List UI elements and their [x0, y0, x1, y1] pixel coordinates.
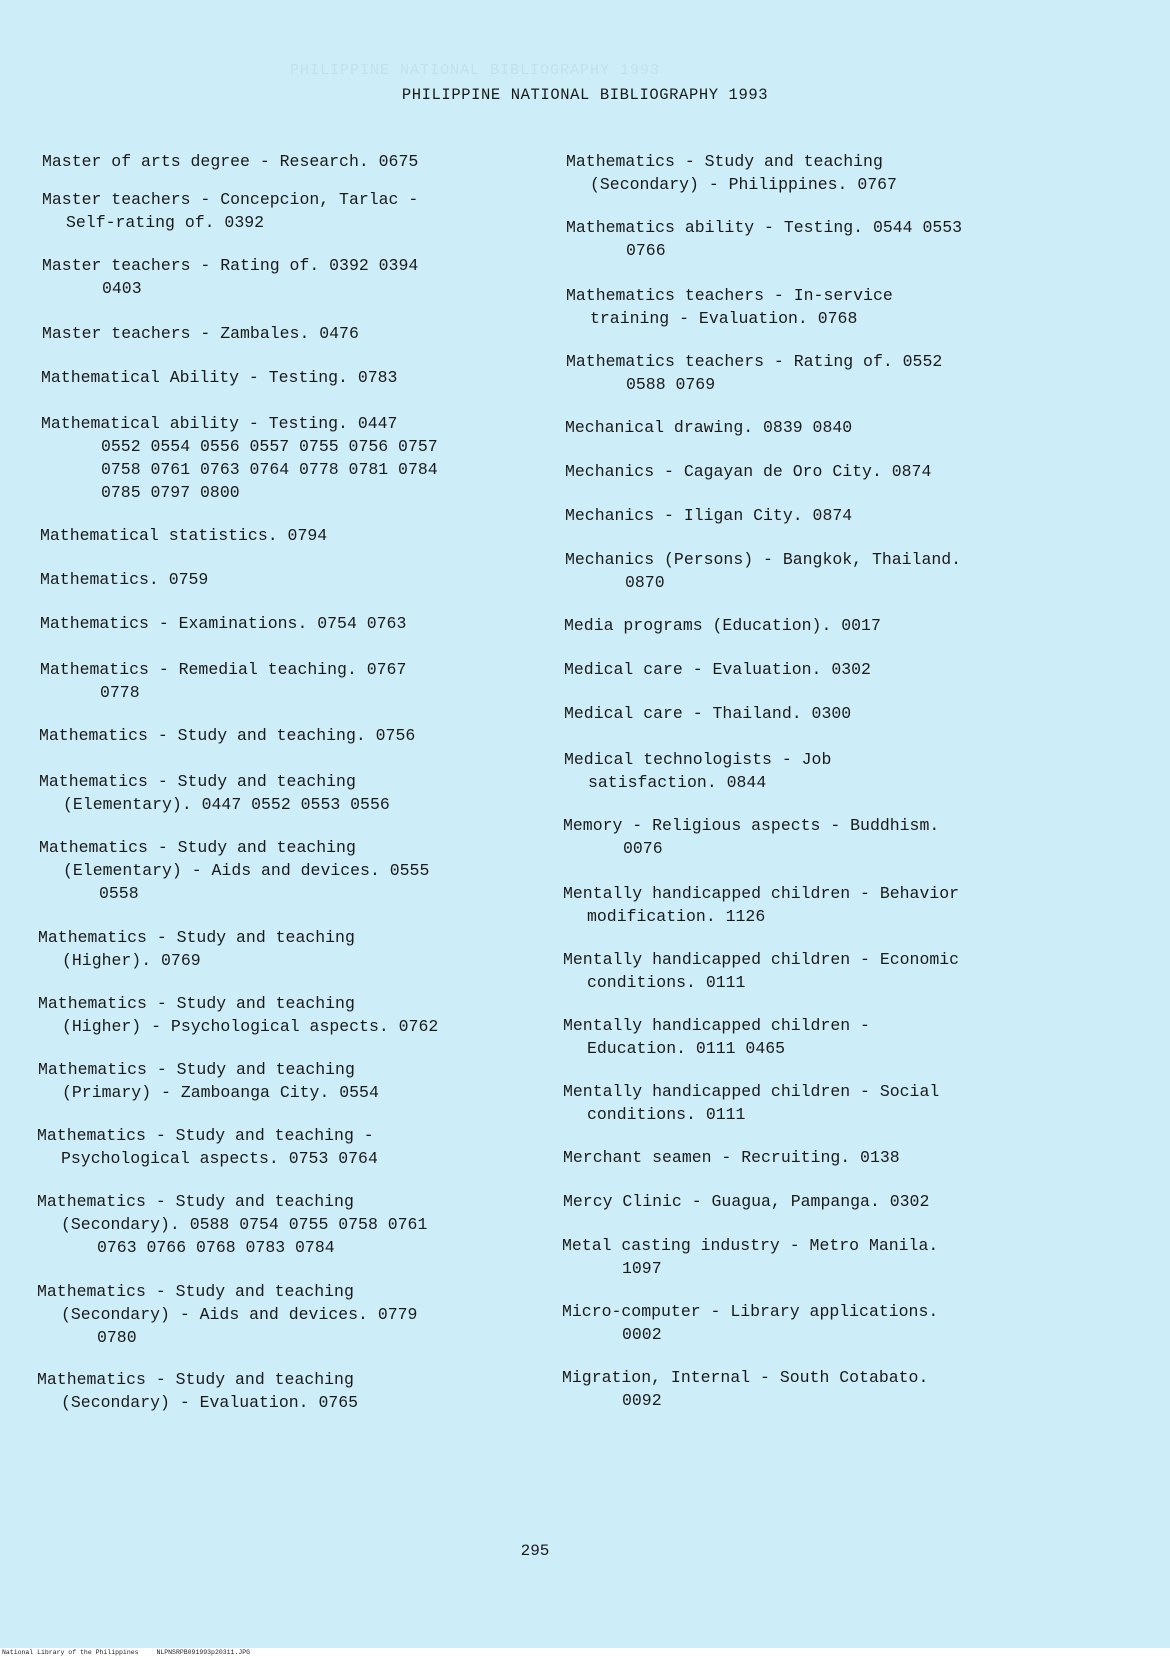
entry-continuation-line: Education. 0111 0465	[587, 1039, 786, 1058]
index-entry	[565, 416, 1065, 439]
entry-continuation-line: (Secondary) - Evaluation. 0765	[61, 1393, 359, 1412]
index-entry	[564, 702, 1064, 725]
entry-heading-line: Micro-computer - Library applications.	[562, 1302, 939, 1321]
index-entry	[42, 322, 542, 345]
index-entry	[563, 1190, 1063, 1213]
entry-continuation-line: 0758 0761 0763 0764 0778 0781 0784	[101, 460, 438, 479]
index-entry	[37, 1280, 537, 1349]
index-entry	[42, 254, 542, 300]
index-entry	[565, 548, 1065, 594]
entry-heading-line: Mathematics - Study and teaching	[566, 152, 883, 171]
entry-heading-line: Mathematics ability - Testing. 0544 0553	[566, 218, 963, 237]
entry-continuation-line: 0766	[626, 241, 666, 260]
index-entry	[563, 882, 1063, 928]
entry-heading-line: Mechanics - Iligan City. 0874	[565, 506, 853, 525]
entry-heading-line: Mathematics - Study and teaching	[37, 1370, 354, 1389]
entry-heading-line: Mathematics - Remedial teaching. 0767	[40, 660, 407, 679]
index-entry	[564, 748, 1064, 794]
entry-heading-line: Mathematics teachers - Rating of. 0552	[566, 352, 943, 371]
entry-heading-line: Medical care - Thailand. 0300	[564, 704, 852, 723]
index-entry	[37, 1190, 537, 1259]
entry-heading-line: Mathematics - Study and teaching. 0756	[39, 726, 416, 745]
entry-heading-line: Mechanical drawing. 0839 0840	[565, 418, 853, 437]
entry-continuation-line: conditions. 0111	[587, 973, 746, 992]
entry-heading-line: Master teachers - Rating of. 0392 0394	[42, 256, 419, 275]
entry-heading-line: Master of arts degree - Research. 0675	[42, 152, 419, 171]
entry-continuation-line: satisfaction. 0844	[588, 773, 767, 792]
index-entry	[562, 1234, 1062, 1280]
entry-continuation-line: (Higher). 0769	[62, 951, 201, 970]
index-entry	[563, 1014, 1063, 1060]
index-entry	[564, 614, 1064, 637]
entry-heading-line: Mathematics - Examinations. 0754 0763	[40, 614, 407, 633]
entry-heading-line: Mathematical ability - Testing. 0447	[41, 414, 398, 433]
entry-continuation-line: (Elementary). 0447 0552 0553 0556	[63, 795, 390, 814]
entry-heading-line: Mathematics - Study and teaching	[38, 928, 355, 947]
footer-filename: NLPNSRPB091993p20311.JPG	[156, 1649, 251, 1656]
entry-continuation-line: training - Evaluation. 0768	[590, 309, 858, 328]
index-entry	[563, 814, 1063, 860]
entry-continuation-line: Self-rating of. 0392	[66, 213, 265, 232]
entry-continuation-line: (Secondary) - Philippines. 0767	[590, 175, 897, 194]
index-entry	[40, 658, 540, 704]
entry-continuation-line: conditions. 0111	[587, 1105, 746, 1124]
index-entry	[563, 1146, 1063, 1169]
entry-heading-line: Mathematics - Study and teaching	[38, 1060, 355, 1079]
entry-heading-line: Mechanics - Cagayan de Oro City. 0874	[565, 462, 932, 481]
entry-continuation-line: Psychological aspects. 0753 0764	[61, 1149, 378, 1168]
index-entry	[39, 770, 539, 816]
entry-heading-line: Mathematics - Study and teaching -	[37, 1126, 374, 1145]
entry-heading-line: Mentally handicapped children -	[563, 1016, 870, 1035]
entry-continuation-line: (Higher) - Psychological aspects. 0762	[62, 1017, 439, 1036]
index-entry	[564, 658, 1064, 681]
index-entry	[565, 504, 1065, 527]
footer-library: National Library of the Philippines	[2, 1649, 139, 1656]
entry-heading-line: Medical care - Evaluation. 0302	[564, 660, 871, 679]
entry-heading-line: Mathematics - Study and teaching	[38, 994, 355, 1013]
entry-heading-line: Media programs (Education). 0017	[564, 616, 881, 635]
index-entry	[40, 568, 540, 591]
index-entry	[40, 612, 540, 635]
entry-heading-line: Mechanics (Persons) - Bangkok, Thailand.	[565, 550, 962, 569]
index-entry	[562, 1366, 1062, 1412]
entry-continuation-line: 0092	[622, 1391, 662, 1410]
entry-heading-line: Mathematics teachers - In-service	[566, 286, 893, 305]
index-entry	[41, 412, 541, 504]
entry-continuation-line: (Elementary) - Aids and devices. 0555	[63, 861, 430, 880]
index-entry	[38, 992, 538, 1038]
page-number: 295	[520, 1542, 550, 1560]
index-entry	[563, 1080, 1063, 1126]
entry-continuation-line: 0778	[100, 683, 140, 702]
page-title: PHILIPPINE NATIONAL BIBLIOGRAPHY 1993	[401, 86, 769, 104]
index-entry	[566, 350, 1066, 396]
entry-heading-line: Mentally handicapped children - Behavior	[563, 884, 960, 903]
index-entry	[42, 188, 542, 234]
entry-heading-line: Merchant seamen - Recruiting. 0138	[563, 1148, 900, 1167]
index-entry	[38, 1058, 538, 1104]
entry-heading-line: Mentally handicapped children - Social	[563, 1082, 940, 1101]
index-entry	[37, 1368, 537, 1414]
entry-heading-line: Mathematics - Study and teaching	[39, 838, 356, 857]
entry-continuation-line: 0552 0554 0556 0557 0755 0756 0757	[101, 437, 438, 456]
entry-heading-line: Mathematics - Study and teaching	[39, 772, 356, 791]
entry-continuation-line: 0870	[625, 573, 665, 592]
entry-continuation-line: 0002	[622, 1325, 662, 1344]
entry-continuation-line: 1097	[622, 1259, 662, 1278]
index-entry	[37, 1124, 537, 1170]
entry-heading-line: Mathematical statistics. 0794	[40, 526, 328, 545]
index-entry	[566, 150, 1066, 196]
index-entry	[39, 724, 539, 747]
entry-continuation-line: 0785 0797 0800	[101, 483, 240, 502]
entry-heading-line: Medical technologists - Job	[564, 750, 832, 769]
bleed-through-title: PHILIPPINE NATIONAL BIBLIOGRAPHY 1993	[290, 62, 661, 79]
entry-continuation-line: 0588 0769	[626, 375, 716, 394]
entry-heading-line: Mathematics - Study and teaching	[37, 1192, 354, 1211]
entry-heading-line: Metal casting industry - Metro Manila.	[562, 1236, 939, 1255]
index-entry	[39, 836, 539, 905]
entry-heading-line: Mercy Clinic - Guagua, Pampanga. 0302	[563, 1192, 930, 1211]
entry-continuation-line: 0763 0766 0768 0783 0784	[97, 1238, 335, 1257]
index-entry	[563, 948, 1063, 994]
scan-footer	[0, 1648, 1170, 1658]
index-entry	[562, 1300, 1062, 1346]
entry-heading-line: Master teachers - Zambales. 0476	[42, 324, 359, 343]
entry-continuation-line: 0558	[99, 884, 139, 903]
entry-continuation-line: 0403	[102, 279, 142, 298]
entry-continuation-line: (Secondary). 0588 0754 0755 0758 0761	[61, 1215, 428, 1234]
entry-continuation-line: (Primary) - Zamboanga City. 0554	[62, 1083, 379, 1102]
index-entry	[38, 926, 538, 972]
entry-heading-line: Master teachers - Concepcion, Tarlac -	[42, 190, 419, 209]
index-entry	[565, 460, 1065, 483]
entry-heading-line: Migration, Internal - South Cotabato.	[562, 1368, 929, 1387]
index-entry	[566, 284, 1066, 330]
entry-heading-line: Mathematics. 0759	[40, 570, 209, 589]
entry-heading-line: Mathematics - Study and teaching	[37, 1282, 354, 1301]
index-entry	[566, 216, 1066, 262]
entry-heading-line: Mentally handicapped children - Economic	[563, 950, 960, 969]
index-entry	[40, 524, 540, 547]
entry-continuation-line: modification. 1126	[587, 907, 766, 926]
index-entry	[42, 150, 542, 173]
entry-continuation-line: (Secondary) - Aids and devices. 0779	[61, 1305, 418, 1324]
entry-continuation-line: 0780	[97, 1328, 137, 1347]
entry-heading-line: Mathematical Ability - Testing. 0783	[41, 368, 398, 387]
entry-heading-line: Memory - Religious aspects - Buddhism.	[563, 816, 940, 835]
index-entry	[41, 366, 541, 389]
entry-continuation-line: 0076	[623, 839, 663, 858]
